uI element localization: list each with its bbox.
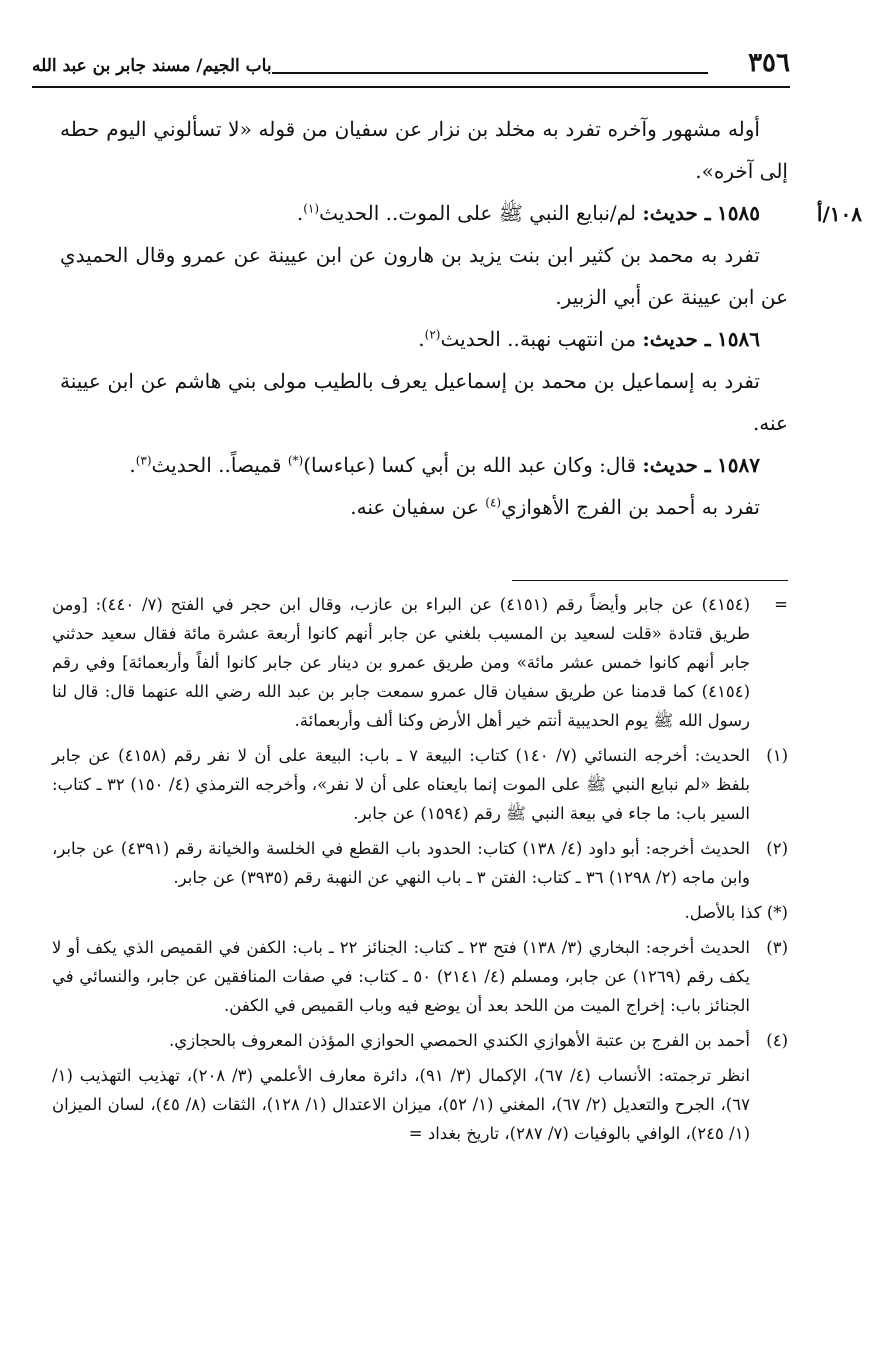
footnote-ref[interactable]: (١) — [303, 201, 320, 216]
intro-paragraph: أوله مشهور وآخره تفرد به مخلد بن نزار عن سفيان من قوله «لا تسألوني اليوم حطه إلى آخره». — [60, 117, 788, 183]
running-title: باب الجيم/ مسند جابر بن عبد الله — [32, 56, 272, 76]
hadith-1586-note: تفرد به إسماعيل بن محمد بن إسماعيل يعرف بالطيب مولى بني هاشم عن ابن عيينة عنه. — [60, 369, 788, 435]
footnote-marker: (٣) — [766, 938, 788, 957]
footnote-continuation — [52, 590, 788, 735]
footnote-asterisk: (*) كذا بالأصل. — [684, 903, 788, 922]
hadith-1587 — [60, 444, 788, 486]
hadith-1585 — [60, 192, 788, 234]
footnote-ref[interactable]: (٢) — [424, 327, 441, 342]
note-text: تفرد به أحمد بن الفرج الأهوازي — [501, 495, 760, 519]
footnote-marker: (٤) — [766, 1031, 788, 1050]
footnote-2 — [52, 834, 788, 892]
header-rule — [32, 86, 790, 88]
hadith-end: . — [418, 327, 425, 351]
hadith-label: ـ حديث: — [642, 327, 711, 351]
footnote-text: الحديث أخرجه: البخاري (٣/ ١٣٨) فتح ٢٣ ـ كتاب: الجنائز ٢٢ ـ باب: الكفن في القميص الذي يكف أو لا يكف رقم (١٢٦٩) عن جابر، ومسلم (٤/ ٢١٤١) ٥٠ ـ كتاب: في صفات المنافقين عن جابر، والنسائي في الجنائز باب: إخراج الميت من اللحد بعد أن يوضع فيه وباب القميص في الكفن. — [52, 938, 750, 1015]
asterisk-ref[interactable]: (*) — [287, 453, 304, 468]
footnote-4-references: انظر ترجمته: الأنساب (٤/ ٦٧)، الإكمال (٣/ ٩١)، دائرة معارف الأعلمي (٣/ ٢٠٨)، تهذيب التهذيب (١/ ٦٧)، الجرح والتعديل (٢/ ٦٧)، المغني (١/ ٥٢)، ميزان الاعتدال (١/ ١٢٨)، الثقات (٨/ ٤٥)، لسان الميزان (١/ ٢٤٥)، الوافي بالوفيات (٧/ ٢٨٧)، تاريخ بغداد = — [52, 1066, 750, 1143]
page-header — [32, 42, 790, 92]
hadith-end: . — [129, 453, 136, 477]
hadith-text-cont: قميصاً.. الحديث — [151, 453, 288, 477]
footnote-separator — [512, 580, 788, 581]
hadith-1586 — [60, 318, 788, 360]
footnote-text: (٤١٥٤) عن جابر وأيضاً رقم (٤١٥١) عن البراء بن عازب، وقال ابن حجر في الفتح (٧/ ٤٤٠): [ومن طريق قتادة «قلت لسعيد بن المسيب بلغني عن جابر أنهم كانوا أربعة عشرة مائة فقال سعيد حدثني جابر أنهم كانوا خمس عشر مائة» ومن طريق عمرو بن دينار عن جابر كانوا ألفاً وأربعمائة] وفي رقم (٤١٥٤) كما قدمنا عن طريق سفيان قال عمرو سمعت جابر بن عبد الله رضي الله عنهما قال: قال لنا رسول الله ﷺ يوم الحديبية أنتم خير أهل الأرض وكنا ألف وأربعمائة. — [52, 595, 750, 730]
footnote-3 — [52, 933, 788, 1020]
hadith-1587-note — [60, 486, 788, 528]
header-rule-short — [272, 72, 708, 74]
footnote-1 — [52, 741, 788, 828]
footnote-text: الحديث: أخرجه النسائي (٧/ ١٤٠) كتاب: البيعة ٧ ـ باب: البيعة على أن لا نفر رقم (٤١٥٨) عن جابر بلفظ «لم نبايع النبي ﷺ على الموت إنما بايعناه على أن لا نفر»، وأخرجه الترمذي (٤/ ١٥٠) ٣٢ ـ كتاب: السير باب: ما جاء في بيعة النبي ﷺ رقم (١٥٩٤) عن جابر. — [52, 746, 751, 823]
hadith-label: ـ حديث: — [642, 201, 711, 225]
main-text — [60, 108, 788, 528]
hadith-text: من انتهب نهبة.. الحديث — [440, 327, 637, 351]
footnote-4 — [52, 1026, 788, 1055]
footnotes — [52, 590, 788, 1154]
hadith-number: ١٥٨٥ — [717, 201, 760, 225]
footnote-ref[interactable]: (٣) — [135, 453, 152, 468]
hadith-label: ـ حديث: — [642, 453, 711, 477]
hadith-1585-note: تفرد به محمد بن كثير ابن بنت يزيد بن هارون عن ابن عيينة عن عمرو وقال الحميدي عن ابن عيينة عن أبي الزبير. — [60, 243, 788, 309]
hadith-number: ١٥٨٦ — [717, 327, 760, 351]
hadith-text: قال: وكان عبد الله بن أبي كسا (عباءسا) — [303, 453, 637, 477]
footnote-marker: (١) — [766, 746, 788, 765]
footnote-text: أحمد بن الفرج بن عتبة الأهوازي الكندي الحمصي الحوازي المؤذن المعروف بالحجازي. — [169, 1031, 750, 1050]
hadith-number: ١٥٨٧ — [717, 453, 760, 477]
hadith-text: لم/نبايع النبي ﷺ على الموت.. الحديث — [319, 201, 637, 225]
footnote-marker: (٢) — [766, 839, 788, 858]
note-text-end: عن سفيان عنه. — [350, 495, 486, 519]
footnote-marker: = — [774, 595, 788, 614]
page-number: ٣٥٦ — [748, 48, 790, 78]
hadith-end: . — [296, 201, 304, 225]
footnote-text: الحديث أخرجه: أبو داود (٤/ ١٣٨) كتاب: الحدود باب القطع في الخلسة والخيانة رقم (٤٣٩١) عن جابر، وابن ماجه (٢/ ١٢٩٨) ٣٦ ـ كتاب: الفتن ٣ ـ باب النهي عن النهبة رقم (٣٩٣٥) عن جابر. — [52, 839, 750, 887]
manuscript-folio-note: ١٠٨/أ — [816, 202, 862, 226]
footnote-ref[interactable]: (٤) — [485, 495, 502, 510]
